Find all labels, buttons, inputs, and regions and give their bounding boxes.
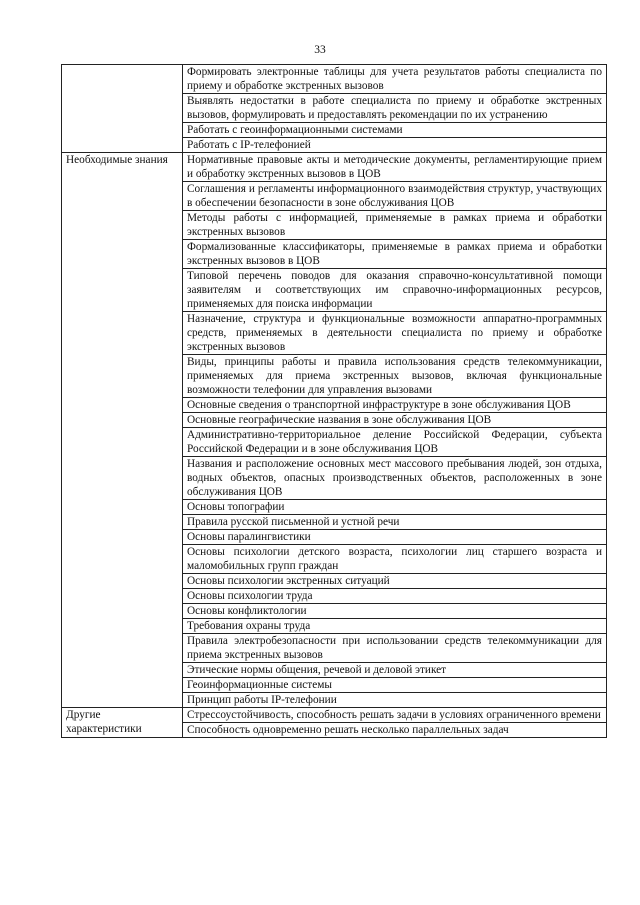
requirement-item: Названия и расположение основных мест массового пребывания людей, зон отдыха, водных объектов, опасных производственных объектов, расположенных в зоне обслуживания ЦОВ <box>183 457 607 500</box>
section-label-cell <box>62 65 183 153</box>
requirement-item: Типовой перечень поводов для оказания справочно-консультативной помощи заявителям и соответствующих им справочно-информационных ресурсов, применяемых для поиска информации <box>183 269 607 312</box>
requirement-item: Формировать электронные таблицы для учета результатов работы специалиста по приему и обработке экстренных вызовов <box>183 65 607 94</box>
requirement-item: Требования охраны труда <box>183 619 607 634</box>
requirement-item: Геоинформационные системы <box>183 678 607 693</box>
table-row <box>62 65 607 94</box>
requirement-item: Виды, принципы работы и правила использования средств телекоммуникации, применяемых для приема экстренных вызовов, включая функциональные возможности телефонии для управления вызовами <box>183 355 607 398</box>
requirement-item: Выявлять недостатки в работе специалиста по приему и обработке экстренных вызовов, формулировать и предоставлять рекомендации по их устранению <box>183 94 607 123</box>
requirement-item: Назначение, структура и функциональные возможности аппаратно-программных средств, применяемых в деятельности специалиста по приему и обработке экстренных вызовов <box>183 312 607 355</box>
requirement-item: Формализованные классификаторы, применяемые в рамках приема и обработки экстренных вызовов в ЦОВ <box>183 240 607 269</box>
requirement-item: Принцип работы IP-телефонии <box>183 693 607 708</box>
requirement-item: Административно-территориальное деление Российской Федерации, субъекта Российской Федерации и в зоне обслуживания ЦОВ <box>183 428 607 457</box>
table-row <box>62 153 607 182</box>
requirement-item: Этические нормы общения, речевой и деловой этикет <box>183 663 607 678</box>
requirement-item: Основы конфликтологии <box>183 604 607 619</box>
requirements-table <box>61 64 607 738</box>
section-label: Другие характеристики <box>66 709 142 735</box>
requirement-item: Основы психологии детского возраста, психологии лиц старшего возраста и маломобильных групп граждан <box>183 545 607 574</box>
requirement-item: Нормативные правовые акты и методические документы, регламентирующие прием и обработку экстренных вызовов в ЦОВ <box>183 153 607 182</box>
requirement-item: Способность одновременно решать несколько параллельных задач <box>183 723 607 738</box>
requirement-item: Соглашения и регламенты информационного взаимодействия структур, участвующих в обеспечении безопасности в зоне обслуживания ЦОВ <box>183 182 607 211</box>
requirement-item: Основы психологии экстренных ситуаций <box>183 574 607 589</box>
page-number: 33 <box>314 44 326 56</box>
section-label: Необходимые знания <box>66 154 168 166</box>
requirement-item: Методы работы с информацией, применяемые в рамках приема и обработки экстренных вызовов <box>183 211 607 240</box>
requirement-item: Основы паралингвистики <box>183 530 607 545</box>
section-label-cell <box>62 153 183 708</box>
requirement-item: Основы психологии труда <box>183 589 607 604</box>
requirements-table-body <box>62 65 607 738</box>
table-row <box>62 708 607 723</box>
requirement-item: Правила русской письменной и устной речи <box>183 515 607 530</box>
requirement-item: Стрессоустойчивость, способность решать задачи в условиях ограниченного времени <box>183 708 607 723</box>
requirement-item: Основные сведения о транспортной инфраструктуре в зоне обслуживания ЦОВ <box>183 398 607 413</box>
requirement-item: Работать с IP-телефонией <box>183 138 607 153</box>
requirement-item: Правила электробезопасности при использовании средств телекоммуникации для приема экстренных вызовов <box>183 634 607 663</box>
requirement-item: Основы топографии <box>183 500 607 515</box>
section-label-cell <box>62 708 183 738</box>
requirement-item: Работать с геоинформационными системами <box>183 123 607 138</box>
requirement-item: Основные географические названия в зоне обслуживания ЦОВ <box>183 413 607 428</box>
